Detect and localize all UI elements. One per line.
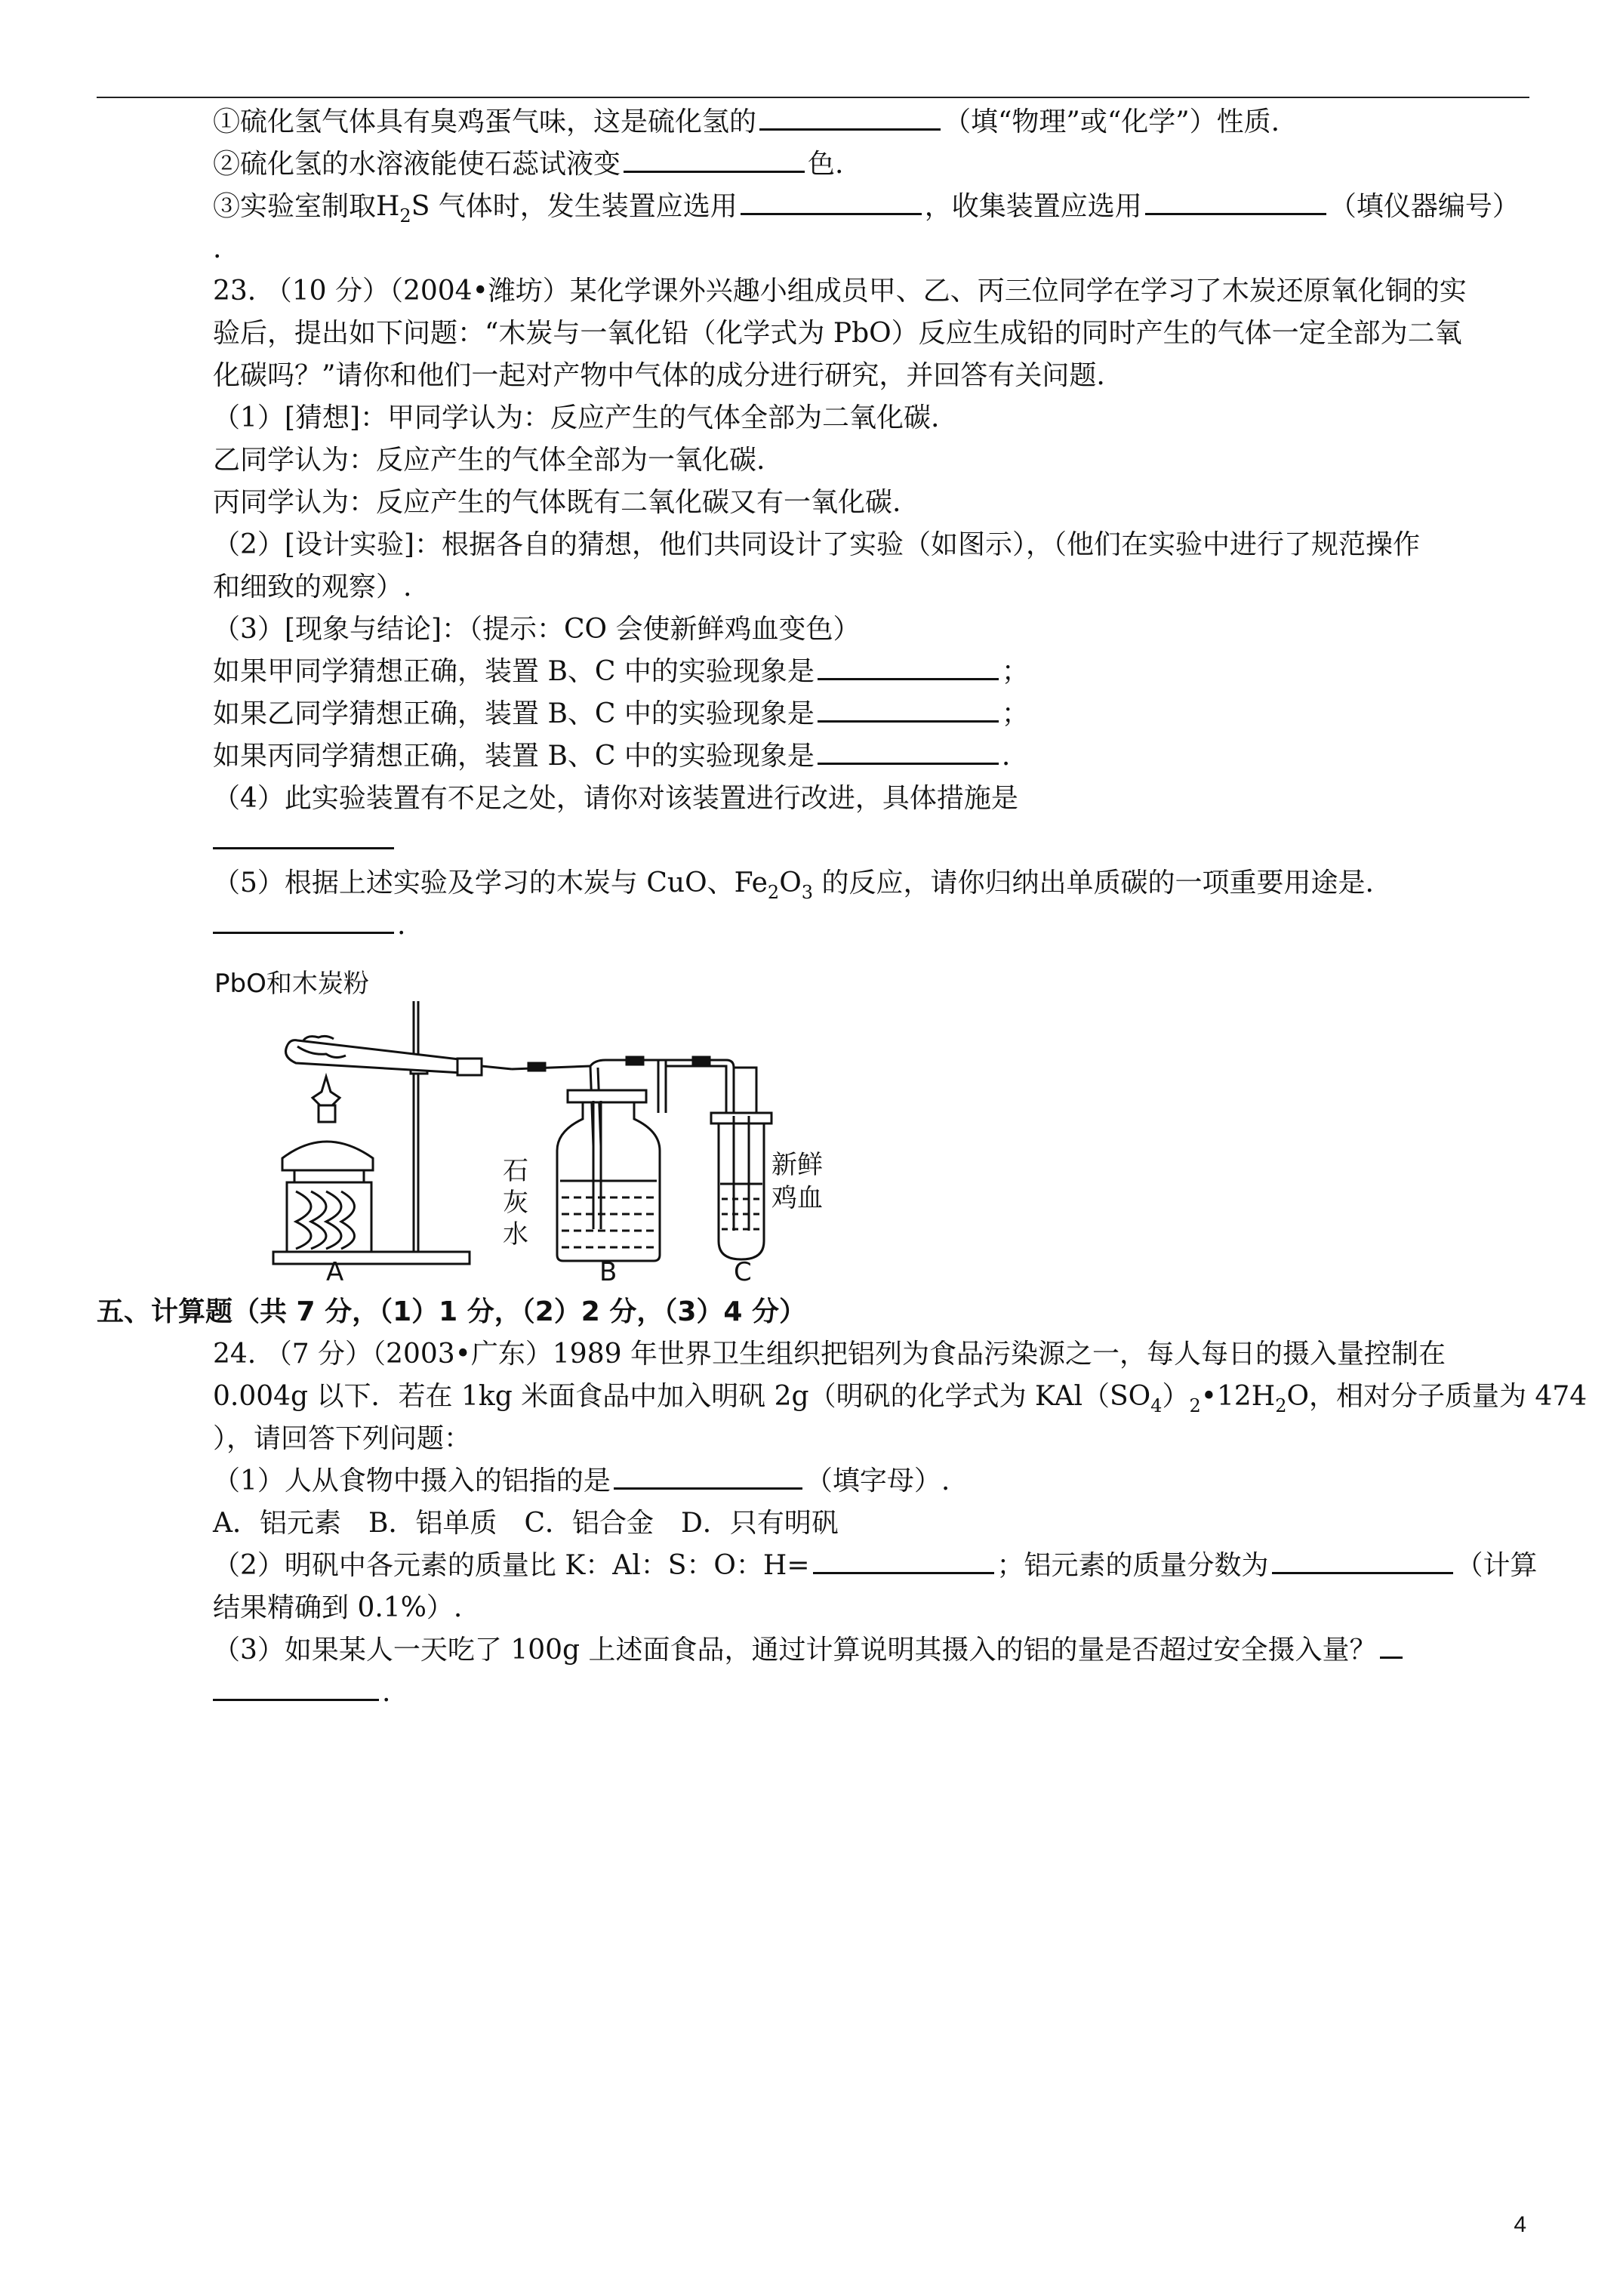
q24-part3-answer: . [213, 1675, 390, 1711]
page-number: 4 [1514, 2212, 1526, 2237]
q22-item1: ①硫化氢气体具有臭鸡蛋气味，这是硫化氢的 （填“物理”或“化学”）性质. [213, 106, 1280, 137]
q23-part5-answer: . [213, 908, 405, 944]
q23-part2-line1: （2）[设计实验]：根据各自的猜想，他们共同设计了实验（如图示），（他们在实验中进行了规范操作 [213, 529, 1420, 560]
answer-blank[interactable] [818, 655, 999, 680]
q23-part1: （1）[猜想]：甲同学认为：反应产生的气体全部为二氧化碳. [213, 402, 940, 433]
answer-blank[interactable] [818, 698, 999, 723]
label-lime-1: 石 [503, 1156, 528, 1186]
q24-part2-cont: 结果精确到 0.1%）. [213, 1592, 463, 1623]
q24-part3: （3）如果某人一天吃了 100g 上述面食品，通过计算说明其摄入的铝的量是否超过安全摄入量？ [213, 1632, 1406, 1669]
limewater-bottle [557, 1090, 660, 1261]
answer-blank[interactable] [818, 740, 999, 765]
alcohol-lamp [282, 1077, 373, 1252]
q22-item3: ③实验室制取$H_2S$ 气体时，发生装置应选用 ，收集装置应选用 （填仪器编号） [213, 191, 1520, 227]
label-pbo-charcoal: PbO和木炭粉 [214, 969, 369, 999]
apparatus-figure [213, 965, 823, 1287]
q23-part3: （3）[现象与结论]：（提示：CO 会使新鲜鸡血变色） [213, 614, 861, 645]
q24-options: A．铝元素 B．铝单质 C．铝合金 D．只有明矾 [213, 1508, 839, 1539]
label-a: A [326, 1257, 344, 1287]
section5-title: 五、计算题（共 7 分，（1）1 分，（2）2 分，（3）4 分） [97, 1296, 807, 1327]
q24-head-line1: 24. （7 分）（2003•广东）1989 年世界卫生组织把铝列为食品污染源之一，每人每日的摄入量控制在 [213, 1339, 1446, 1370]
label-lime-2: 灰 [503, 1188, 528, 1218]
q23-part3-b: 如果乙同学猜想正确，装置 B、C 中的实验现象是 ； [213, 698, 1029, 729]
q23-part2-line2: 和细致的观察）. [213, 572, 412, 603]
q23-part1-b: 乙同学认为：反应产生的气体全部为一氧化碳. [213, 445, 765, 476]
q24-head-line3: ），请回答下列问题： [213, 1423, 472, 1454]
q23-head-line2: 验后，提出如下问题：“木炭与一氧化铅（化学式为 PbO）反应生成铅的同时产生的气体一定全部为二氧 [213, 318, 1462, 349]
q23-part1-c: 丙同学认为：反应产生的气体既有二氧化碳又有一氧化碳. [213, 487, 901, 518]
answer-blank[interactable] [213, 909, 394, 934]
label-chicken-blood: 鸡血 [771, 1183, 823, 1213]
label-fresh: 新鲜 [771, 1150, 823, 1180]
answer-blank[interactable] [759, 106, 941, 131]
q22-item3-dot: . [213, 233, 222, 264]
q24-head-line2: 0.004g 以下．若在 1kg 米面食品中加入明矾 2g（明矾的化学式为 $KAl(SO_4)_2•12H_2O$，相对分子质量为 474 [213, 1381, 1588, 1416]
q23-part5: （5）根据上述实验及学习的木炭与 CuO、$Fe_2O_3$ 的反应，请你归纳出单质碳的一项重要用途是. [213, 868, 1374, 903]
answer-blank[interactable] [741, 190, 922, 215]
q23-part4-answer [213, 823, 397, 859]
chicken-blood-tube [711, 1113, 771, 1259]
answer-blank[interactable] [1145, 190, 1326, 215]
q23-part3-a: 如果甲同学猜想正确，装置 B、C 中的实验现象是 ； [213, 656, 1029, 687]
q23-head-line3: 化碳吗？”请你和他们一起对产物中气体的成分进行研究，并回答有关问题. [213, 360, 1105, 391]
answer-blank[interactable] [614, 1465, 802, 1490]
q23-part3-c: 如果丙同学猜想正确，装置 B、C 中的实验现象是 . [213, 741, 1011, 772]
answer-blank[interactable] [213, 824, 394, 849]
q22-item2: ②硫化氢的水溶液能使石蕊试液变 色. [213, 149, 844, 180]
answer-blank[interactable] [1380, 1634, 1403, 1659]
answer-blank[interactable] [624, 148, 805, 173]
label-lime-3: 水 [503, 1219, 528, 1250]
answer-blank[interactable] [1272, 1549, 1453, 1574]
answer-blank[interactable] [813, 1549, 994, 1574]
answer-blank[interactable] [213, 1676, 379, 1701]
label-b: B [599, 1257, 617, 1287]
q23-head-line1: 23. （10 分）（2004•潍坊）某化学课外兴趣小组成员甲、乙、丙三位同学在学习了木炭还原氧化铜的实 [213, 276, 1467, 307]
q24-part1: （1）人从食物中摄入的铝指的是 （填字母）. [213, 1465, 950, 1496]
label-c: C [734, 1257, 752, 1287]
q23-part4: （4）此实验装置有不足之处，请你对该装置进行改进，具体措施是 [213, 783, 1018, 814]
reaction-tube [286, 1036, 513, 1075]
q24-part2: （2）明矾中各元素的质量比 K：Al：S：O：H= ；铝元素的质量分数为 （计算 [213, 1550, 1538, 1581]
header-rule [97, 97, 1529, 98]
